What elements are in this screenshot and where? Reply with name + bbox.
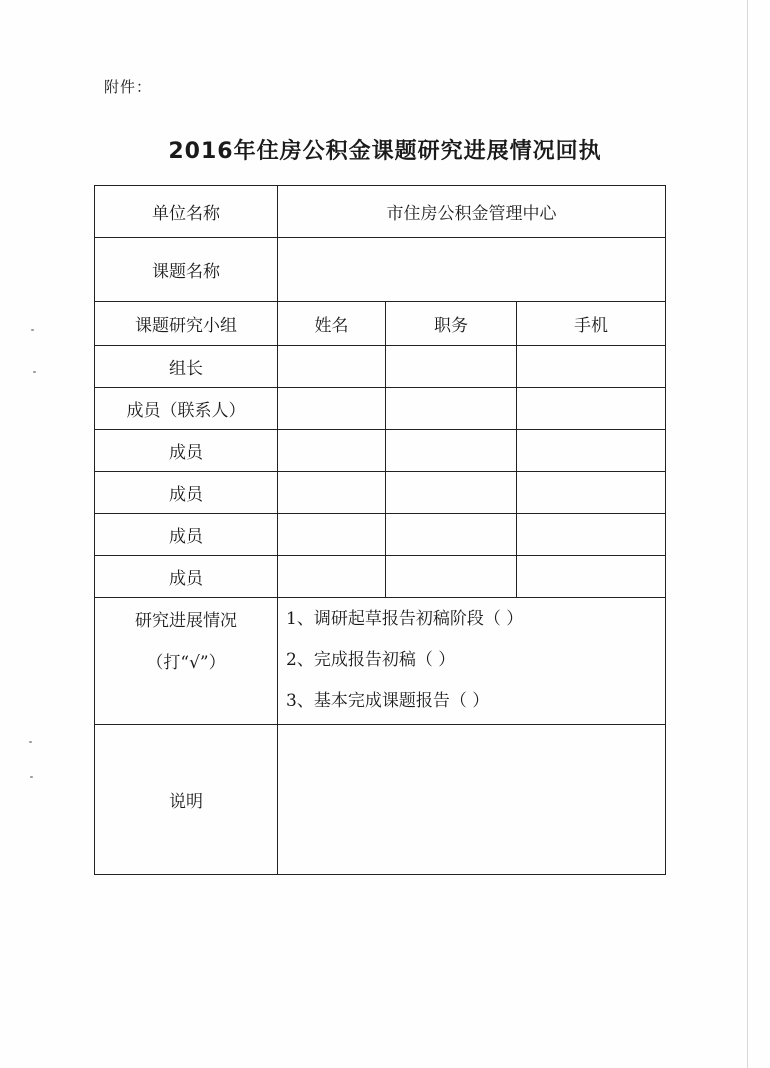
member-phone-field[interactable] (517, 472, 666, 514)
member-name-field[interactable] (278, 430, 386, 472)
notes-field[interactable] (278, 725, 666, 875)
member-position-field[interactable] (386, 514, 517, 556)
member-role: 成员 (95, 514, 278, 556)
progress-hint: （打“√”） (146, 653, 226, 673)
progress-row (95, 598, 666, 725)
member-phone-field[interactable] (517, 430, 666, 472)
member-name-field[interactable] (278, 388, 386, 430)
member-position-field[interactable] (386, 472, 517, 514)
member-role: 组长 (95, 346, 278, 388)
member-name-field[interactable] (278, 556, 386, 598)
member-name-field[interactable] (278, 514, 386, 556)
group-header-row (95, 302, 666, 346)
column-header-phone: 手机 (517, 302, 666, 346)
unit-value[interactable]: 市住房公积金管理中心 (278, 186, 666, 238)
member-row (95, 346, 666, 388)
progress-option-report-complete[interactable]: 3、基本完成课题报告（ ） (286, 691, 490, 711)
member-position-field[interactable] (386, 556, 517, 598)
scan-speck (30, 776, 33, 778)
member-name-field[interactable] (278, 472, 386, 514)
progress-receipt-form (94, 185, 666, 875)
topic-label: 课题名称 (95, 238, 278, 302)
member-position-field[interactable] (386, 388, 517, 430)
member-role: 成员（联系人） (95, 388, 278, 430)
progress-label: 研究进展情况 (135, 611, 237, 631)
progress-options-cell (278, 598, 666, 725)
topic-row (95, 238, 666, 302)
member-row (95, 430, 666, 472)
member-name-field[interactable] (278, 346, 386, 388)
member-position-field[interactable] (386, 430, 517, 472)
notes-row (95, 725, 666, 875)
progress-label-cell (95, 598, 278, 725)
scan-speck (29, 741, 32, 743)
member-row (95, 514, 666, 556)
member-position-field[interactable] (386, 346, 517, 388)
member-row (95, 556, 666, 598)
scan-speck (33, 371, 36, 373)
member-row (95, 472, 666, 514)
scan-speck (31, 329, 34, 331)
member-row (95, 388, 666, 430)
member-role: 成员 (95, 556, 278, 598)
progress-option-draft-complete[interactable]: 2、完成报告初稿（ ） (286, 650, 456, 670)
attachment-label: 附件： (104, 78, 153, 96)
group-label: 课题研究小组 (95, 302, 278, 346)
unit-row (95, 186, 666, 238)
unit-label: 单位名称 (95, 186, 278, 238)
member-phone-field[interactable] (517, 388, 666, 430)
member-role: 成员 (95, 472, 278, 514)
member-role: 成员 (95, 430, 278, 472)
member-phone-field[interactable] (517, 556, 666, 598)
member-phone-field[interactable] (517, 346, 666, 388)
member-phone-field[interactable] (517, 514, 666, 556)
progress-option-drafting[interactable]: 1、调研起草报告初稿阶段（ ） (286, 609, 524, 629)
document-title: 2016年住房公积金课题研究进展情况回执 (168, 139, 602, 164)
column-header-position: 职务 (386, 302, 517, 346)
topic-value-field[interactable] (278, 238, 666, 302)
column-header-name: 姓名 (278, 302, 386, 346)
notes-label: 说明 (95, 725, 278, 875)
